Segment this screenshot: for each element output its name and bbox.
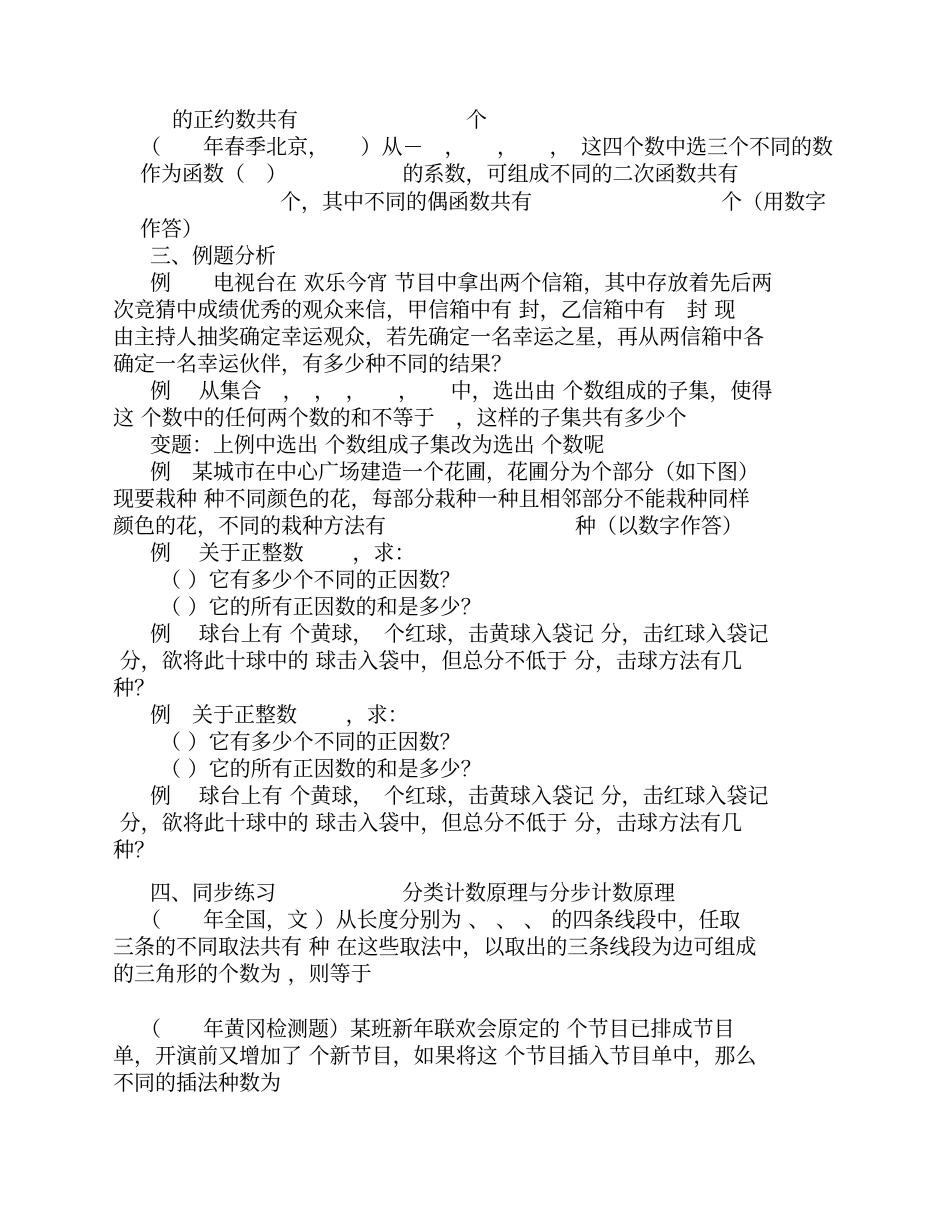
text-line: 次竞猜中成绩优秀的观众来信，甲信箱中有 封，乙信箱中有 封 现	[113, 298, 736, 322]
text-line: 作答）	[140, 217, 203, 241]
text-line: （ ）它的所有正因数的和是多少？	[160, 757, 482, 781]
text-line: 例 球台上有 个黄球， 个红球，击黄球入袋记 分，击红球入袋记	[150, 622, 769, 646]
text-line: 的三角形的个数为 ，则等于	[113, 962, 372, 986]
text-line: 这 个数中的任何两个数的和不等于 ，这样的子集共有多少个	[113, 406, 687, 430]
text-line: （ ）它有多少个不同的正因数？	[160, 568, 461, 592]
text-line: 单，开演前又增加了 个新节目，如果将这 个节目插入节目单中，那么	[113, 1044, 757, 1068]
text-line: 例 某城市在中心广场建造一个花圃，花圃分为个部分（如下图）	[150, 460, 759, 484]
text-line: 由主持人抽奖确定幸运观众，若先确定一名幸运之星，再从两信箱中各	[113, 325, 764, 349]
text-line: （ 年黄冈检测题）某班新年联欢会原定的 个节目已排成节目	[140, 1017, 735, 1041]
text-line: 分，欲将此十球中的 球击入袋中，但总分不低于 分，击球方法有几	[113, 649, 743, 673]
text-line: 种？	[113, 676, 155, 700]
text-line: 例 电视台在 欢乐今宵 节目中拿出两个信箱，其中存放着先后两	[150, 271, 773, 295]
text-line: 变题：上例中选出 个数组成子集改为选出 个数呢	[150, 433, 605, 457]
section-heading: 四、同步练习 分类计数原理与分步计数原理	[150, 881, 675, 905]
text-line: 颜色的花，不同的栽种方法有 种（以数字作答）	[113, 514, 743, 538]
text-line: （ ）它有多少个不同的正因数？	[160, 730, 461, 754]
text-line: 例 关于正整数 ，求：	[150, 703, 409, 727]
text-line: 个，其中不同的偶函数共有 个（用数字	[280, 190, 826, 214]
text-line: 例 从集合 ， ， ， ， 中，选出由 个数组成的子集，使得	[150, 379, 773, 403]
text-line: 作为函数（ ） 的系数，可组成不同的二次函数共有	[140, 162, 739, 186]
text-line: 种？	[113, 838, 155, 862]
text-line: 例 球台上有 个黄球， 个红球，击黄球入袋记 分，击红球入袋记	[150, 784, 769, 808]
text-line: （ 年全国，文 ）从长度分别为 、 、 、 的四条线段中，任取	[140, 908, 741, 932]
text-line: 例 关于正整数 ，求：	[150, 541, 416, 565]
text-line: 分，欲将此十球中的 球击入袋中，但总分不低于 分，击球方法有几	[113, 811, 743, 835]
text-line: 的正约数共有 个	[172, 108, 487, 132]
text-line: 三条的不同取法共有 种 在这些取法中，以取出的三条线段为边可组成	[113, 935, 757, 959]
section-heading: 三、例题分析	[150, 244, 276, 268]
text-line: 确定一名幸运伙伴，有多少种不同的结果？	[113, 352, 512, 376]
text-line: （ ）它的所有正因数的和是多少？	[160, 595, 482, 619]
text-line: 现要栽种 种不同颜色的花，每部分栽种一种且相邻部分不能栽种同样	[113, 487, 750, 511]
text-line: 不同的插法种数为	[113, 1071, 281, 1095]
text-line: （ 年春季北京， ）从－ ， ， ， 这四个数中选三个不同的数	[140, 135, 833, 159]
